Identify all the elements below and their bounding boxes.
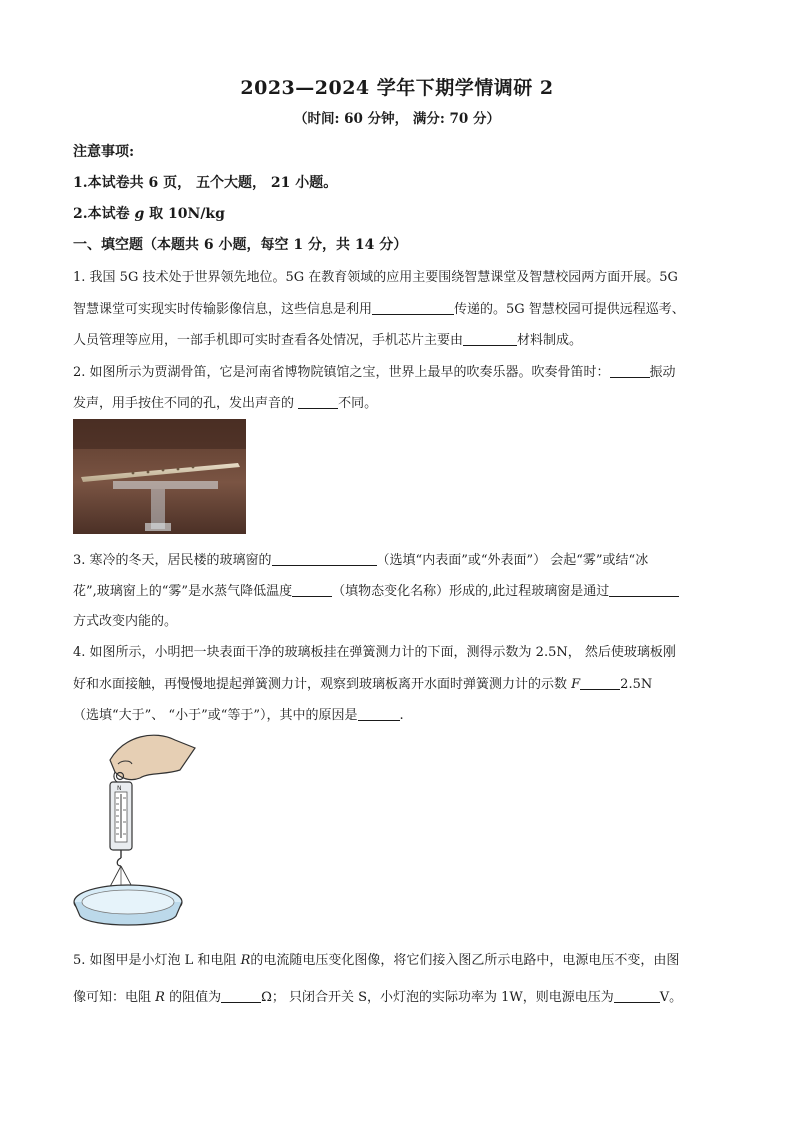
q5-blank-2[interactable] <box>614 988 660 1003</box>
q3-line-1: 3. 寒冷的冬天，居民楼的玻璃窗的 （选填“内表面”或“外表面”） 会起“雾”或结“冰 <box>73 553 649 568</box>
notes-heading: 注意事项: <box>73 144 135 160</box>
section-1-heading: 一、填空题（本题共 6 小题，每空 1 分，共 14 分） <box>73 237 408 253</box>
q1-blank-1[interactable] <box>372 300 454 315</box>
q2-line-2: 发声，用手按住不同的孔，发出声音的 不同。 <box>73 396 378 411</box>
page-title: 2023—2024 学年下期学情调研 2 <box>240 77 554 99</box>
q1-line-3: 人员管理等应用，一部手机即可实时查看各处情况，手机芯片主要由 材料制成。 <box>73 333 583 348</box>
q3-blank-3[interactable] <box>609 582 679 597</box>
q3-blank-1[interactable] <box>272 551 377 566</box>
exam-time-info: （时间: 60 分钟， 满分: 70 分） <box>293 111 501 127</box>
q4-line-1: 4. 如图所示，小明把一块表面干净的玻璃板挂在弹簧测力计的下面，测得示数为 2.5N， 然后使玻璃板刚 <box>73 645 676 660</box>
q2-blank-2[interactable] <box>298 394 338 409</box>
note-2: 2.本试卷 g 取 10N/kg <box>73 206 225 222</box>
q4-line-2: 好和水面接触，再慢慢地提起弹簧测力计，观察到玻璃板离开水面时弹簧测力计的示数 F 2.5N <box>73 677 653 692</box>
q2-line-1: 2. 如图所示为贾湖骨笛，它是河南省博物院镇馆之宝，世界上最早的吹奏乐器。吹奏骨笛时： 振动 <box>73 365 676 380</box>
q1-blank-2[interactable] <box>463 331 517 346</box>
q3-blank-2[interactable] <box>292 582 332 597</box>
bone-flute-image <box>73 419 246 534</box>
bone-flute-photo <box>73 419 246 534</box>
symbol-R: R <box>240 953 251 968</box>
q4-line-3: （选填“大于”、 “小于”或“等于”），其中的原因是 . <box>73 708 404 723</box>
q5-line-2: 像可知：电阻 R 的阻值为 Ω； 只闭合开关 S，小灯泡的实际功率为 1W，则电源电压为 V。 <box>73 990 683 1005</box>
q2-blank-1[interactable] <box>610 363 650 378</box>
spring-scale-illustration <box>70 730 200 930</box>
symbol-g: g <box>134 206 145 222</box>
q5-line-1: 5. 如图甲是小灯泡 L 和电阻 R的电流随电压变化图像，将它们接入图乙所示电路中，电源电压不变，由图 <box>73 953 680 968</box>
note-1: 1.本试卷共 6 页， 五个大题， 21 小题。 <box>73 175 338 191</box>
q3-line-2: 花”,玻璃窗上的“雾”是水蒸气降低温度 （填物态变化名称）形成的,此过程玻璃窗是通过 <box>73 580 679 599</box>
q1-line-1: 1. 我国 5G 技术处于世界领先地位。5G 在教育领域的应用主要围绕智慧课堂及智慧校园两方面开展。5G <box>73 270 678 285</box>
symbol-F: F <box>571 677 581 692</box>
q1-line-2: 智慧课堂可实现实时传输影像信息，这些信息是利用 传递的。5G 智慧校园可提供远程巡考、 <box>73 302 685 317</box>
q4-blank-1[interactable] <box>580 675 620 690</box>
symbol-R: R <box>155 990 165 1005</box>
q5-blank-1[interactable] <box>221 988 261 1003</box>
scale-unit-label: N <box>117 785 122 792</box>
q4-blank-2[interactable] <box>358 706 400 721</box>
q3-line-3: 方式改变内能的。 <box>73 614 178 629</box>
spring-scale-figure <box>70 730 200 930</box>
